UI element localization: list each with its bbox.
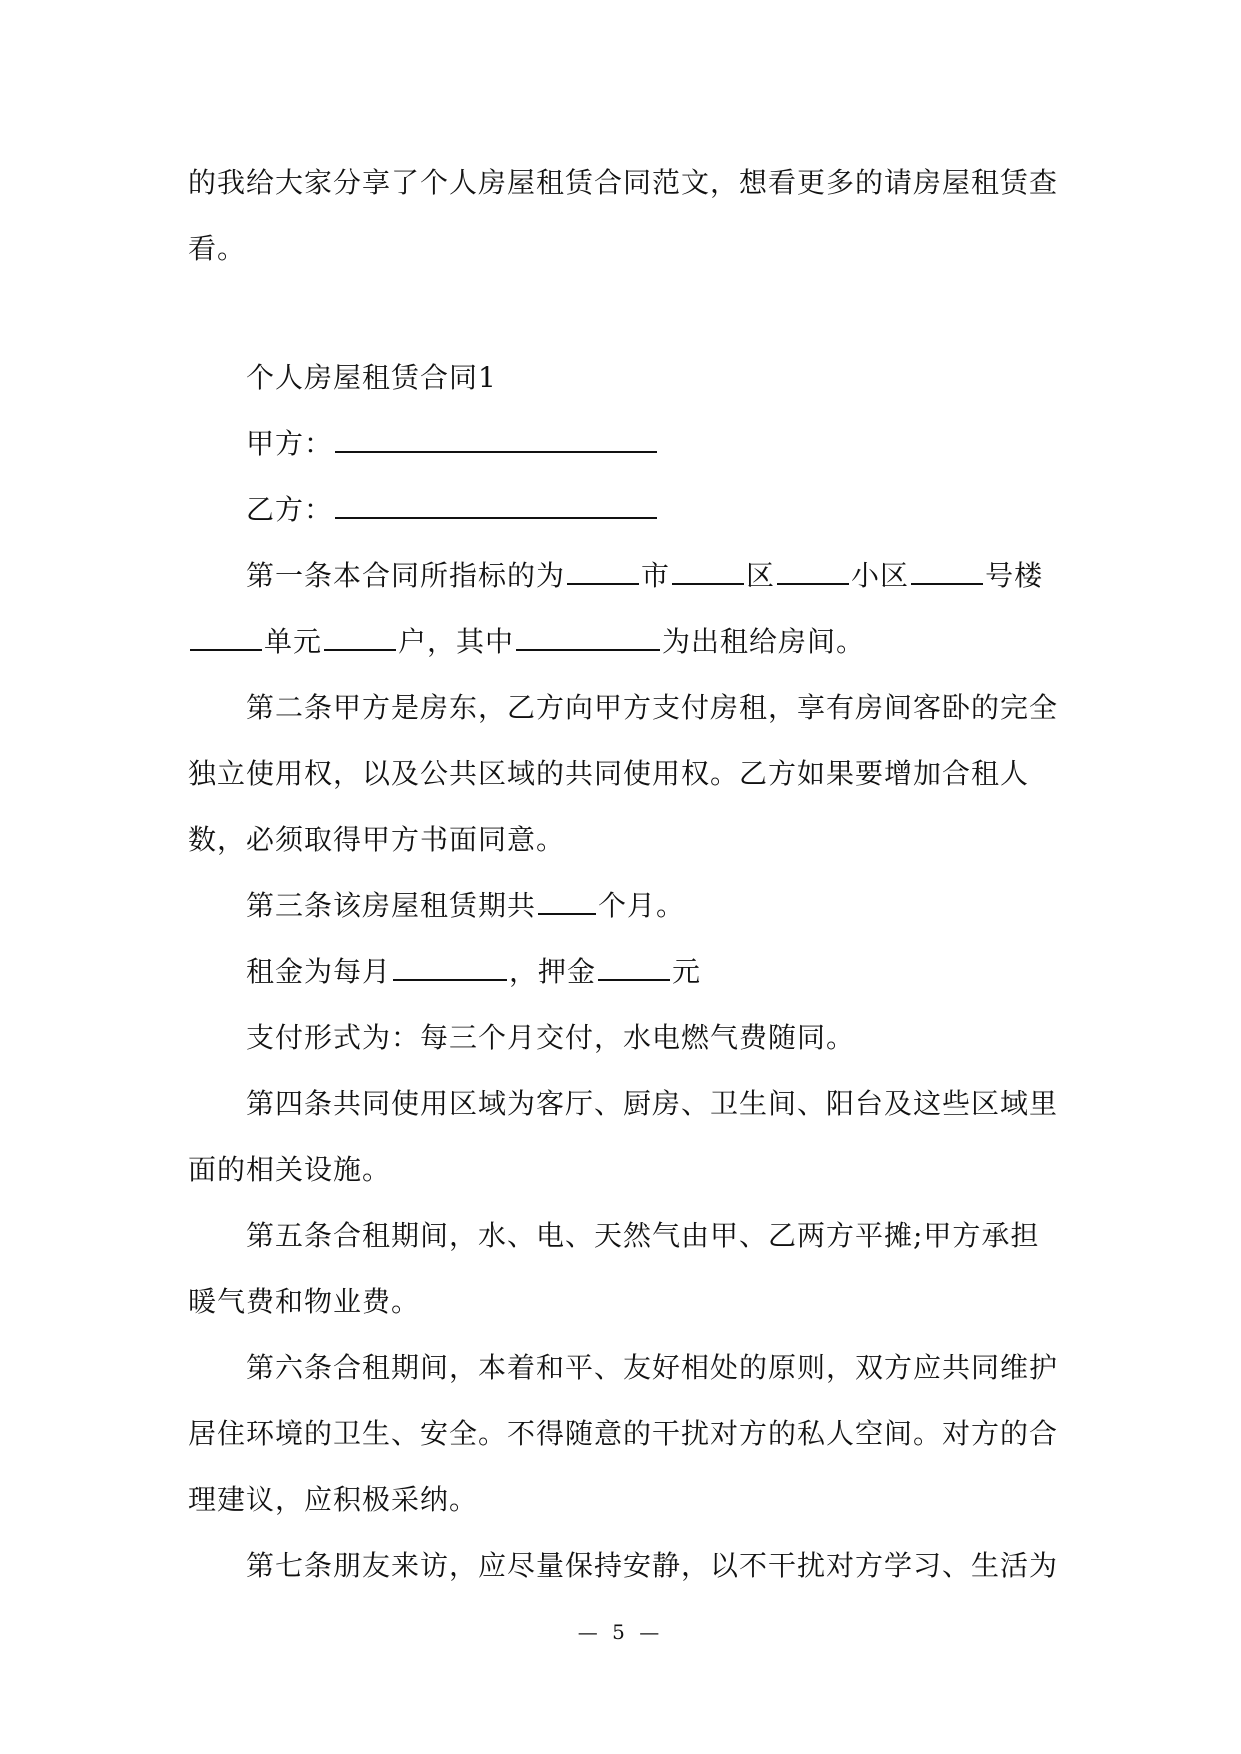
party-a-line — [188, 411, 1068, 477]
party-b-line — [188, 477, 1068, 543]
rent-blank — [393, 955, 507, 981]
district-blank — [672, 559, 744, 585]
intro-paragraph: 的我给大家分享了个人房屋租赁合同范文，想看更多的请房屋租赁查看。 — [188, 166, 1059, 265]
party-a-label: 甲方： — [246, 427, 334, 460]
article-1-text: 第一条本合同所指标的为 — [246, 559, 566, 592]
city-blank — [567, 559, 639, 585]
unit-blank — [190, 625, 262, 651]
deposit-label: ，押金 — [509, 955, 597, 988]
payment-line: 支付形式为：每三个月交付，水电燃气费随同。 — [246, 1021, 856, 1054]
article-1-household-label: 户，其中 — [398, 625, 515, 658]
party-b-label: 乙方： — [246, 493, 334, 526]
room-blank — [516, 625, 660, 651]
household-blank — [324, 625, 396, 651]
article-1-end: 为出租给房间。 — [662, 625, 866, 658]
article-1-unit-label: 单元 — [264, 625, 323, 658]
rent-line — [188, 939, 1068, 1005]
article-6: 第六条合租期间，本着和平、友好相处的原则，双方应共同维护居住环境的卫生、安全。不得随意的干扰对方的私人空间。对方的合理建议，应积极采纳。 — [188, 1351, 1059, 1516]
article-7: 第七条朋友来访，应尽量保持安静，以不干扰对方学习、生活为 — [246, 1549, 1059, 1582]
contract-section — [188, 345, 1068, 1599]
term-blank — [538, 889, 596, 915]
article-1-city-label: 市 — [641, 559, 671, 592]
article-2: 第二条甲方是房东，乙方向甲方支付房租，享有房间客卧的完全独立使用权，以及公共区域的共同使用权。乙方如果要增加合租人数，必须取得甲方书面同意。 — [188, 691, 1059, 856]
article-1-community-label: 小区 — [851, 559, 910, 592]
article-5: 第五条合租期间，水、电、天然气由甲、乙两方平摊;甲方承担暖气费和物业费。 — [188, 1219, 1040, 1318]
community-blank — [777, 559, 849, 585]
deposit-blank — [598, 955, 670, 981]
article-1-district-label: 区 — [746, 559, 776, 592]
article-1 — [188, 543, 1068, 675]
article-4: 第四条共同使用区域为客厅、厨房、卫生间、阳台及这些区域里面的相关设施。 — [188, 1087, 1059, 1186]
article-3-text: 第三条该房屋租赁期共 — [246, 889, 537, 922]
article-1-building-label: 号楼 — [985, 559, 1044, 592]
article-3 — [188, 873, 1068, 939]
building-blank — [911, 559, 983, 585]
rent-label: 租金为每月 — [246, 955, 392, 988]
article-3-end: 个月。 — [598, 889, 686, 922]
party-a-blank — [335, 427, 657, 453]
party-b-blank — [335, 493, 657, 519]
page-number: — 5 — — [577, 1620, 664, 1644]
intro-section — [188, 150, 1068, 282]
deposit-unit: 元 — [672, 955, 702, 988]
contract-title: 个人房屋租赁合同1 — [246, 361, 497, 394]
